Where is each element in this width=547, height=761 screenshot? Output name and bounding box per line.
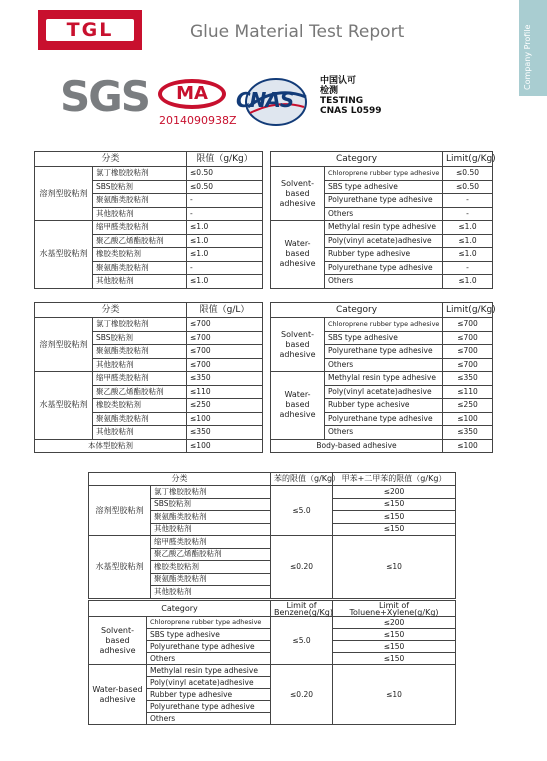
header-category: 分类 bbox=[89, 473, 271, 486]
voc-limit-table-en bbox=[270, 302, 496, 453]
value: ≤0.50 bbox=[187, 180, 263, 194]
value: ≤350 bbox=[187, 372, 263, 386]
toluene-value: ≤200 bbox=[333, 617, 456, 629]
toluene-value: ≤150 bbox=[333, 498, 456, 511]
item: 其他胶粘剂 bbox=[93, 207, 187, 221]
item: SBS type adhesive bbox=[325, 331, 443, 345]
item: 其他胶粘剂 bbox=[93, 358, 187, 372]
item: SBS胶粘剂 bbox=[93, 180, 187, 194]
benzene-limit-table-cn bbox=[88, 472, 456, 599]
header-limit: Limit(g/Kg) bbox=[443, 152, 493, 167]
benzene-value: ≤5.0 bbox=[271, 617, 333, 665]
item: Rubber type achesive bbox=[325, 399, 443, 413]
benzene-limit-table-en bbox=[88, 600, 456, 725]
group-name: Solvent-based adhesive bbox=[89, 617, 147, 665]
footer-value: ≤100 bbox=[443, 439, 493, 453]
value: ≤1.0 bbox=[187, 275, 263, 289]
formaldehyde-limit-table-cn bbox=[34, 151, 263, 289]
value: ≤100 bbox=[443, 412, 493, 426]
value: ≤100 bbox=[187, 412, 263, 426]
value: - bbox=[187, 261, 263, 275]
header-limit: 限值（g/Kg） bbox=[187, 152, 263, 167]
header-category: Category bbox=[271, 152, 443, 167]
value: ≤1.0 bbox=[187, 221, 263, 235]
value: ≤350 bbox=[187, 426, 263, 440]
value: ≤700 bbox=[443, 331, 493, 345]
value: - bbox=[443, 207, 493, 221]
value: ≤0.50 bbox=[187, 167, 263, 181]
item: Polyurethane type adhesive bbox=[325, 345, 443, 359]
item: Poly(vinyl acetate)adhesive bbox=[325, 385, 443, 399]
item: Rubber type adhesive bbox=[325, 248, 443, 262]
toluene-value: ≤10 bbox=[333, 536, 456, 599]
cnas-cn1: 中国认可 bbox=[320, 76, 357, 86]
group-name: 水基型胶粘剂 bbox=[35, 372, 93, 440]
toluene-value: ≤150 bbox=[333, 523, 456, 536]
group-name: Water-based adhesive bbox=[89, 665, 147, 725]
toluene-value: ≤200 bbox=[333, 486, 456, 499]
voc-limit-table-cn bbox=[34, 302, 263, 453]
group-name: 溶剂型胶粘剂 bbox=[35, 167, 93, 221]
header-category: 分类 bbox=[35, 303, 187, 318]
cnas-en: TESTING bbox=[320, 96, 364, 106]
value: ≤250 bbox=[187, 399, 263, 413]
cma-number: 2014090938Z bbox=[159, 114, 237, 127]
item: 其他胶粘剂 bbox=[93, 426, 187, 440]
group-name: 溶剂型胶粘剂 bbox=[35, 318, 93, 372]
item: SBS type adhesive bbox=[147, 629, 271, 641]
value: ≤700 bbox=[187, 331, 263, 345]
item: Methylal resin type adhesive bbox=[147, 665, 271, 677]
item: Polyurethane type adhesive bbox=[147, 701, 271, 713]
item: Chloroprene rubber type adhesive bbox=[147, 617, 271, 629]
value: ≤1.0 bbox=[443, 234, 493, 248]
value: ≤700 bbox=[187, 358, 263, 372]
value: ≤700 bbox=[187, 345, 263, 359]
item: 聚氨酯类胶粘剂 bbox=[151, 573, 271, 586]
value: ≤350 bbox=[443, 372, 493, 386]
item: Others bbox=[325, 426, 443, 440]
cnas-cn2: 检测 bbox=[320, 86, 339, 96]
item: 聚乙酸乙烯酯胶粘剂 bbox=[151, 548, 271, 561]
item: Methylal resin type adhesive bbox=[325, 372, 443, 386]
value: ≤110 bbox=[187, 385, 263, 399]
item: Others bbox=[147, 653, 271, 665]
item: Chloroprene rubber type adhesive bbox=[325, 318, 443, 332]
group-name: Solvent-based adhesive bbox=[271, 167, 325, 221]
item: 聚氨酯类胶粘剂 bbox=[93, 261, 187, 275]
item: 其他胶粘剂 bbox=[151, 523, 271, 536]
header-category: Category bbox=[89, 601, 271, 617]
item: 聚乙酸乙烯酯胶粘剂 bbox=[93, 385, 187, 399]
item: Others bbox=[325, 207, 443, 221]
header-toluene: 甲苯+二甲苯的限值（g/Kg） bbox=[333, 473, 456, 486]
footer-value: ≤100 bbox=[187, 439, 263, 453]
value: ≤700 bbox=[443, 358, 493, 372]
tgl-logo bbox=[38, 10, 142, 50]
item: 缩甲醛类胶粘剂 bbox=[93, 221, 187, 235]
item: 其他胶粘剂 bbox=[93, 275, 187, 289]
group-name: Water-based adhesive bbox=[271, 221, 325, 289]
item: SBS type adhesive bbox=[325, 180, 443, 194]
value: ≤0.50 bbox=[443, 180, 493, 194]
item: Poly(vinyl acetate)adhesive bbox=[325, 234, 443, 248]
header-limit: 限值（g/L） bbox=[187, 303, 263, 318]
item: 橡胶类胶粘剂 bbox=[151, 561, 271, 574]
item: Methylal resin type adhesive bbox=[325, 221, 443, 235]
cnas-logo-text: CNAS bbox=[236, 88, 294, 112]
side-tab-label: Company Profile bbox=[523, 24, 532, 90]
value: ≤1.0 bbox=[443, 275, 493, 289]
item: 橡胶类胶粘剂 bbox=[93, 248, 187, 262]
item: 氯丁橡胶胶粘剂 bbox=[93, 167, 187, 181]
item: SBS胶粘剂 bbox=[151, 498, 271, 511]
item: Others bbox=[325, 358, 443, 372]
header-toluene bbox=[333, 601, 456, 617]
group-name: 水基型胶粘剂 bbox=[89, 536, 151, 599]
item: 聚乙酸乙烯酯胶粘剂 bbox=[93, 234, 187, 248]
item: 聚氨酯类胶粘剂 bbox=[93, 194, 187, 208]
toluene-value: ≤150 bbox=[333, 629, 456, 641]
header-limit: Limit(g/Kg) bbox=[443, 303, 493, 318]
value: ≤700 bbox=[443, 318, 493, 332]
item: Poly(vinyl acetate)adhesive bbox=[147, 677, 271, 689]
value: - bbox=[187, 194, 263, 208]
benzene-value: ≤0.20 bbox=[271, 665, 333, 725]
value: ≤250 bbox=[443, 399, 493, 413]
item: 缩甲醛类胶粘剂 bbox=[151, 536, 271, 549]
sgs-logo: SGS bbox=[60, 72, 149, 121]
value: ≤700 bbox=[443, 345, 493, 359]
cnas-info bbox=[320, 76, 382, 116]
benzene-value: ≤5.0 bbox=[271, 486, 333, 536]
value: - bbox=[443, 261, 493, 275]
value: ≤350 bbox=[443, 426, 493, 440]
value: ≤1.0 bbox=[443, 248, 493, 262]
formaldehyde-limit-table-en bbox=[270, 151, 496, 289]
item: 缩甲醛类胶粘剂 bbox=[93, 372, 187, 386]
value: ≤110 bbox=[443, 385, 493, 399]
item: Others bbox=[325, 275, 443, 289]
header-category: Category bbox=[271, 303, 443, 318]
cma-logo: MA bbox=[158, 79, 226, 109]
side-tab bbox=[519, 0, 547, 96]
item: Chloroprene rubber type adhesive bbox=[325, 167, 443, 181]
item: 聚氨酯类胶粘剂 bbox=[151, 511, 271, 524]
value: - bbox=[443, 194, 493, 208]
footer-item: 本体型胶粘剂 bbox=[35, 439, 187, 453]
group-name: Solvent-based adhesive bbox=[271, 318, 325, 372]
item: Polyurethane type adhesive bbox=[325, 412, 443, 426]
item: Others bbox=[147, 713, 271, 725]
header-benzene bbox=[271, 601, 333, 617]
value: - bbox=[187, 207, 263, 221]
item: Polyurethane type adhesive bbox=[325, 261, 443, 275]
value: ≤0.50 bbox=[443, 167, 493, 181]
item: 氯丁橡胶胶粘剂 bbox=[93, 318, 187, 332]
header-toluene-line2: Toluene+Xylene(g/Kg) bbox=[349, 607, 439, 617]
cnas-code: CNAS L0599 bbox=[320, 106, 382, 116]
tgl-logo-text: TGL bbox=[46, 19, 134, 41]
value: ≤1.0 bbox=[187, 248, 263, 262]
footer-item: Body-based adhesive bbox=[271, 439, 443, 453]
header-toluene-line1: Limit of bbox=[378, 600, 410, 610]
item: SBS胶粘剂 bbox=[93, 331, 187, 345]
header-benzene-line1: Limit of bbox=[286, 600, 317, 610]
report-title: Glue Material Test Report bbox=[190, 22, 405, 42]
item: Polyurethane type adhesive bbox=[325, 194, 443, 208]
header-benzene-line2: Benzene(g/Kg) bbox=[274, 607, 333, 617]
benzene-value: ≤0.20 bbox=[271, 536, 333, 599]
toluene-value: ≤150 bbox=[333, 653, 456, 665]
header-benzene: 苯的限值（g/Kg） bbox=[271, 473, 333, 486]
group-name: Water-based adhesive bbox=[271, 372, 325, 440]
value: ≤1.0 bbox=[443, 221, 493, 235]
item: Rubber type adhesive bbox=[147, 689, 271, 701]
item: 聚氨酯类胶粘剂 bbox=[93, 345, 187, 359]
item: 氯丁橡胶胶粘剂 bbox=[151, 486, 271, 499]
value: ≤700 bbox=[187, 318, 263, 332]
header-category: 分类 bbox=[35, 152, 187, 167]
toluene-value: ≤10 bbox=[333, 665, 456, 725]
group-name: 水基型胶粘剂 bbox=[35, 221, 93, 289]
item: Polyurethane type adhesive bbox=[147, 641, 271, 653]
toluene-value: ≤150 bbox=[333, 511, 456, 524]
value: ≤1.0 bbox=[187, 234, 263, 248]
group-name: 溶剂型胶粘剂 bbox=[89, 486, 151, 536]
item: 聚氨酯类胶粘剂 bbox=[93, 412, 187, 426]
item: 其他胶粘剂 bbox=[151, 586, 271, 599]
item: 橡胶类胶粘剂 bbox=[93, 399, 187, 413]
toluene-value: ≤150 bbox=[333, 641, 456, 653]
